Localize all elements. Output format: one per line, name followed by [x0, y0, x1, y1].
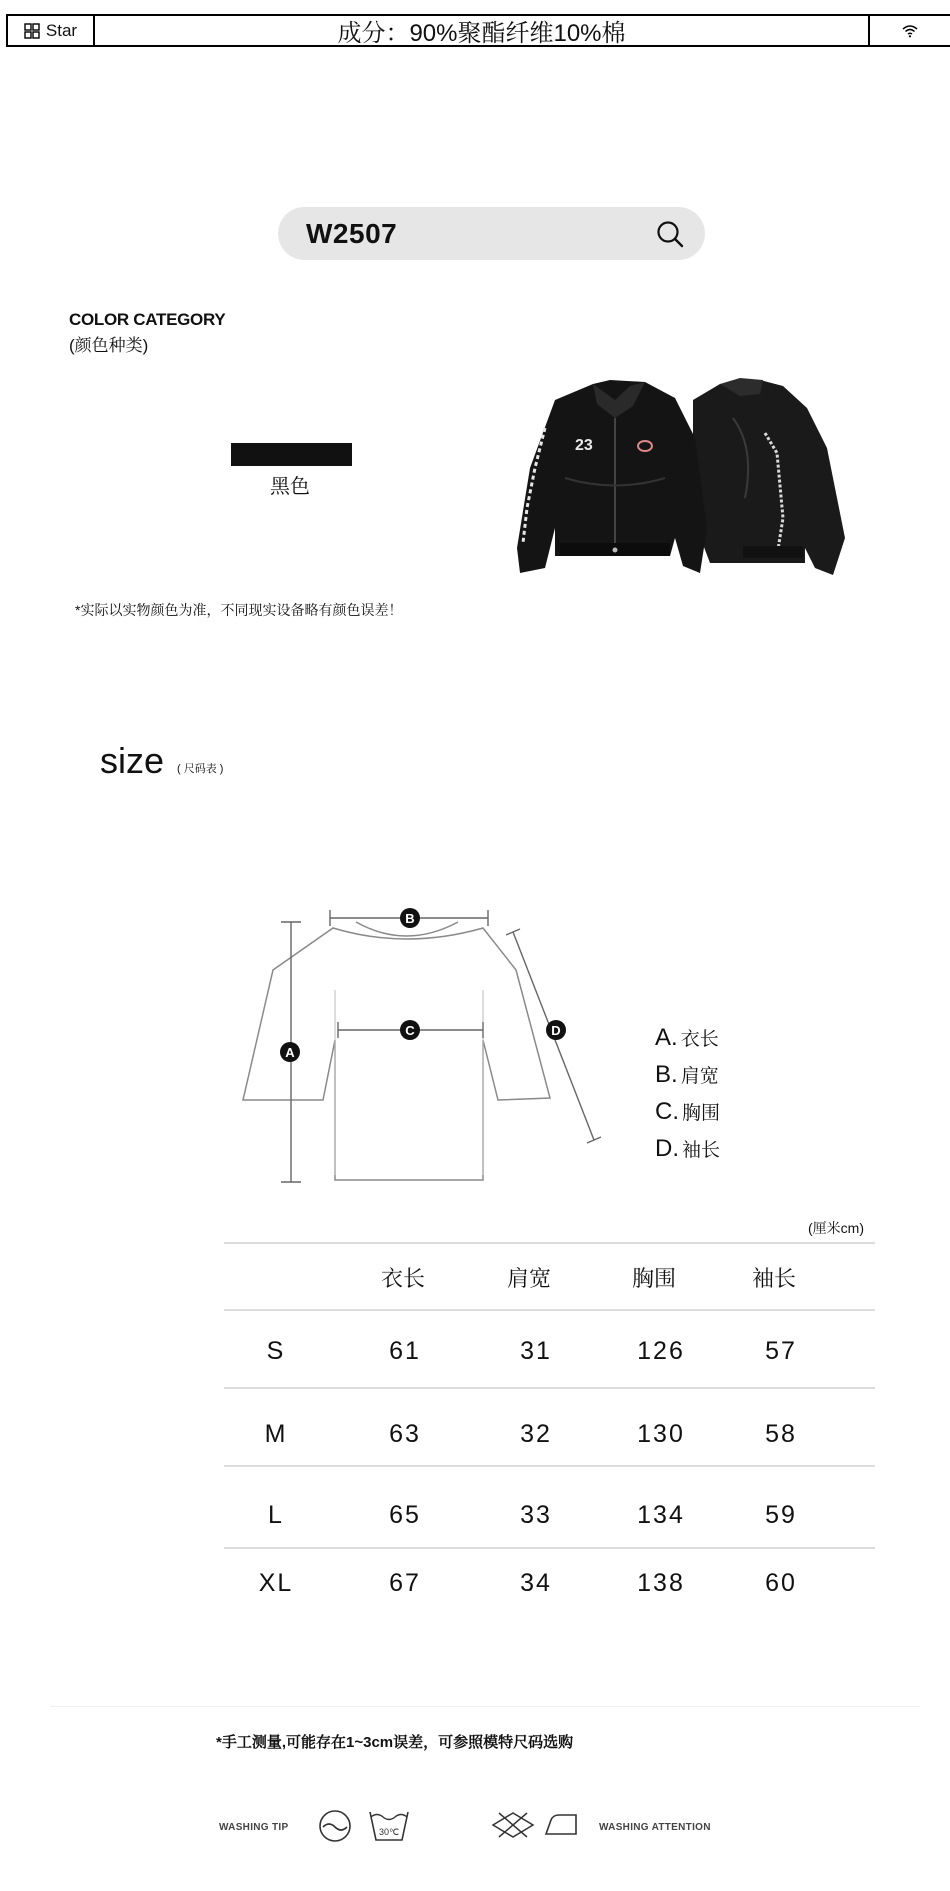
jacket-product-image: [515, 378, 850, 578]
top-bar: [6, 14, 950, 47]
table-header-row: [224, 1262, 875, 1302]
table-row: [224, 1569, 875, 1609]
color-swatch-label: 黑色: [270, 476, 310, 498]
table-cell: 31: [520, 1337, 552, 1365]
color-category-subtitle: (颜色种类): [69, 336, 149, 355]
color-swatch-black[interactable]: [231, 443, 352, 466]
table-cell: 130: [637, 1420, 685, 1448]
wifi-icon: [902, 24, 918, 38]
table-cell: 32: [520, 1420, 552, 1448]
table-cell: 63: [389, 1420, 421, 1448]
table-divider: [224, 1242, 875, 1244]
table-cell: 33: [520, 1501, 552, 1529]
table-cell: 61: [389, 1337, 421, 1365]
jacket-back-view: [693, 378, 845, 575]
measurement-legend: [655, 1020, 720, 1168]
search-icon[interactable]: [655, 219, 685, 249]
table-cell: 134: [637, 1501, 685, 1529]
washing-attention-label: WASHING ATTENTION: [599, 1822, 711, 1833]
size-title: size: [100, 740, 165, 781]
table-cell: 138: [637, 1569, 685, 1597]
marker-d: D: [551, 1023, 561, 1038]
size-cell: M: [264, 1420, 288, 1448]
size-cell: L: [268, 1501, 284, 1529]
table-divider: [224, 1547, 875, 1549]
star-label: Star: [45, 20, 78, 40]
table-cell: 67: [389, 1569, 421, 1597]
header-length: 衣长: [380, 1266, 425, 1291]
legend-item: B. 肩宽: [655, 1061, 719, 1088]
table-cell: 126: [637, 1337, 685, 1365]
table-row: [224, 1420, 875, 1460]
table-row: [224, 1501, 875, 1541]
color-category-title: COLOR CATEGORY: [69, 310, 226, 329]
iron-icon: [543, 1810, 579, 1838]
svg-text:23: 23: [575, 437, 593, 454]
measurement-diagram: [238, 900, 618, 1190]
measurement-disclaimer: *手工测量,可能存在1~3cm误差，可参照模特尺码选购: [216, 1734, 574, 1751]
search-box[interactable]: [278, 207, 705, 260]
header-shoulder: 肩宽: [506, 1266, 551, 1291]
wash-temp-label: 30℃: [378, 1827, 400, 1837]
table-row: [224, 1337, 875, 1377]
marker-c: C: [405, 1023, 415, 1038]
table-cell: 58: [765, 1420, 797, 1448]
table-cell: 59: [765, 1501, 797, 1529]
legend-item: D. 袖长: [655, 1135, 721, 1162]
table-cell: 57: [765, 1337, 797, 1365]
search-input[interactable]: W2507: [306, 218, 398, 249]
size-subtitle: ( 尺码表 ): [177, 763, 224, 775]
color-disclaimer: *实际以实物颜色为准，不同现实设备略有颜色误差！: [75, 602, 403, 618]
header-chest: 胸围: [631, 1266, 676, 1291]
wifi-button[interactable]: [868, 16, 950, 45]
marker-a: A: [285, 1045, 295, 1060]
table-cell: 60: [765, 1569, 797, 1597]
table-cell: 65: [389, 1501, 421, 1529]
section-divider: [50, 1706, 920, 1707]
unit-label: (厘米cm): [808, 1220, 864, 1236]
size-cell: S: [266, 1337, 286, 1365]
grid-icon: [24, 23, 40, 39]
gentle-wash-icon: [317, 1808, 357, 1844]
legend-item: A. 衣长: [655, 1024, 719, 1051]
jacket-front-view: [517, 380, 707, 573]
size-cell: XL: [258, 1569, 294, 1597]
table-cell: 34: [520, 1569, 552, 1597]
table-divider: [224, 1309, 875, 1311]
washing-tip-label: WASHING TIP: [219, 1822, 289, 1833]
header-sleeve: 袖长: [751, 1266, 796, 1291]
star-button[interactable]: [8, 16, 95, 45]
no-bleach-icon: [491, 1810, 535, 1840]
table-divider: [224, 1387, 875, 1389]
composition-title: 成分：90%聚酯纤维10%棉: [337, 20, 626, 47]
legend-item: C. 胸围: [655, 1098, 721, 1125]
table-divider: [224, 1465, 875, 1467]
marker-b: B: [405, 911, 415, 926]
wash-30-icon: [367, 1806, 411, 1846]
